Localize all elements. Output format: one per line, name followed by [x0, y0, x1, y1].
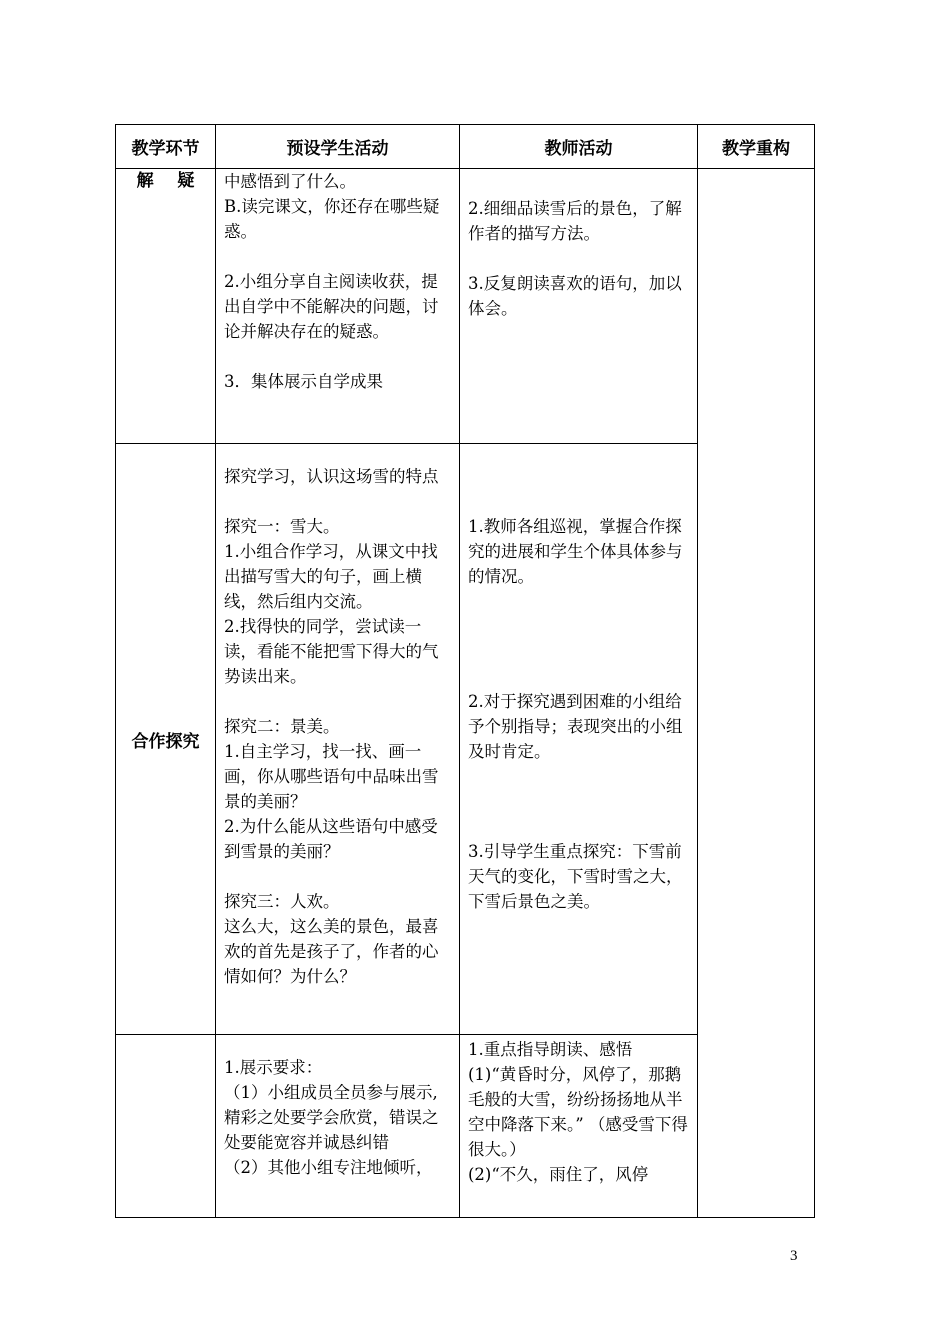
header-row — [116, 125, 815, 169]
stage-cell — [116, 444, 216, 1035]
teacher-activity-text: 1.教师各组巡视，掌握合作探究的进展和学生个体具体参与的情况。 2.对于探究遇到困难的小组给予个别指导；表现突出的小组及时肯定。 3.引导学生重点探究：下雪前天气的变化，下雪时雪之大，下雪后景色之美。 — [468, 517, 683, 911]
stage-cell — [116, 1035, 216, 1218]
student-activity-text: 1.展示要求： （1）小组成员全员参与展示,精彩之处要学会欣赏，错误之处要能宽容并诚恳纠错 （2）其他小组专注地倾听， — [224, 1058, 439, 1177]
stage-cell — [116, 169, 216, 444]
student-activity-cell — [216, 444, 460, 1035]
teacher-activity-cell — [460, 444, 698, 1035]
student-activity-text: 探究学习，认识这场雪的特点 探究一：雪大。 1.小组合作学习，从课文中找出描写雪大的句子，画上横线，然后组内交流。 2.找得快的同学，尝试读一读，看能不能把雪下得大的气势读出来。 探究二：景美。 1.自主学习，找一找、画一画，你从哪些语句中品味出雪景的美丽？ 2.为什么能从这些语句中感受到雪景的美丽？ 探究三：人欢。 这么大，这么美的景色，最喜欢的首先是孩子了，作者的心情如何？为什么？ — [224, 467, 439, 986]
teacher-activity-cell — [460, 1035, 698, 1218]
table-row — [116, 169, 815, 444]
teacher-activity-text: 2.细细品读雪后的景色，了解作者的描写方法。 3.反复朗读喜欢的语句，加以体会。 — [468, 199, 682, 318]
lesson-plan-table — [115, 124, 815, 1218]
header-stage: 教学环节 — [116, 125, 216, 169]
reconstruction-cell — [698, 169, 815, 1218]
teacher-activity-text: 1.重点指导朗读、感悟 (1)“黄昏时分，风停了，那鹅毛般的大雪，纷纷扬扬地从半空中降落下来。” （感受雪下得很大。） (2)“不久，雨住了，风停 — [468, 1040, 688, 1184]
stage-label: 合作探究 — [131, 731, 200, 752]
stage-label: 解 疑 — [136, 171, 195, 191]
student-activity-cell — [216, 169, 460, 444]
student-activity-text: 中感悟到了什么。 B.读完课文，你还存在哪些疑惑。 2.小组分享自主阅读收获，提出自学中不能解决的问题，讨论并解决存在的疑惑。 3．集体展示自学成果 — [224, 172, 440, 391]
student-activity-cell — [216, 1035, 460, 1218]
header-student-activity: 预设学生活动 — [216, 125, 460, 169]
header-teacher-activity: 教师活动 — [460, 125, 698, 169]
page-number: 3 — [790, 1248, 798, 1264]
header-reconstruction: 教学重构 — [698, 125, 815, 169]
teacher-activity-cell — [460, 169, 698, 444]
